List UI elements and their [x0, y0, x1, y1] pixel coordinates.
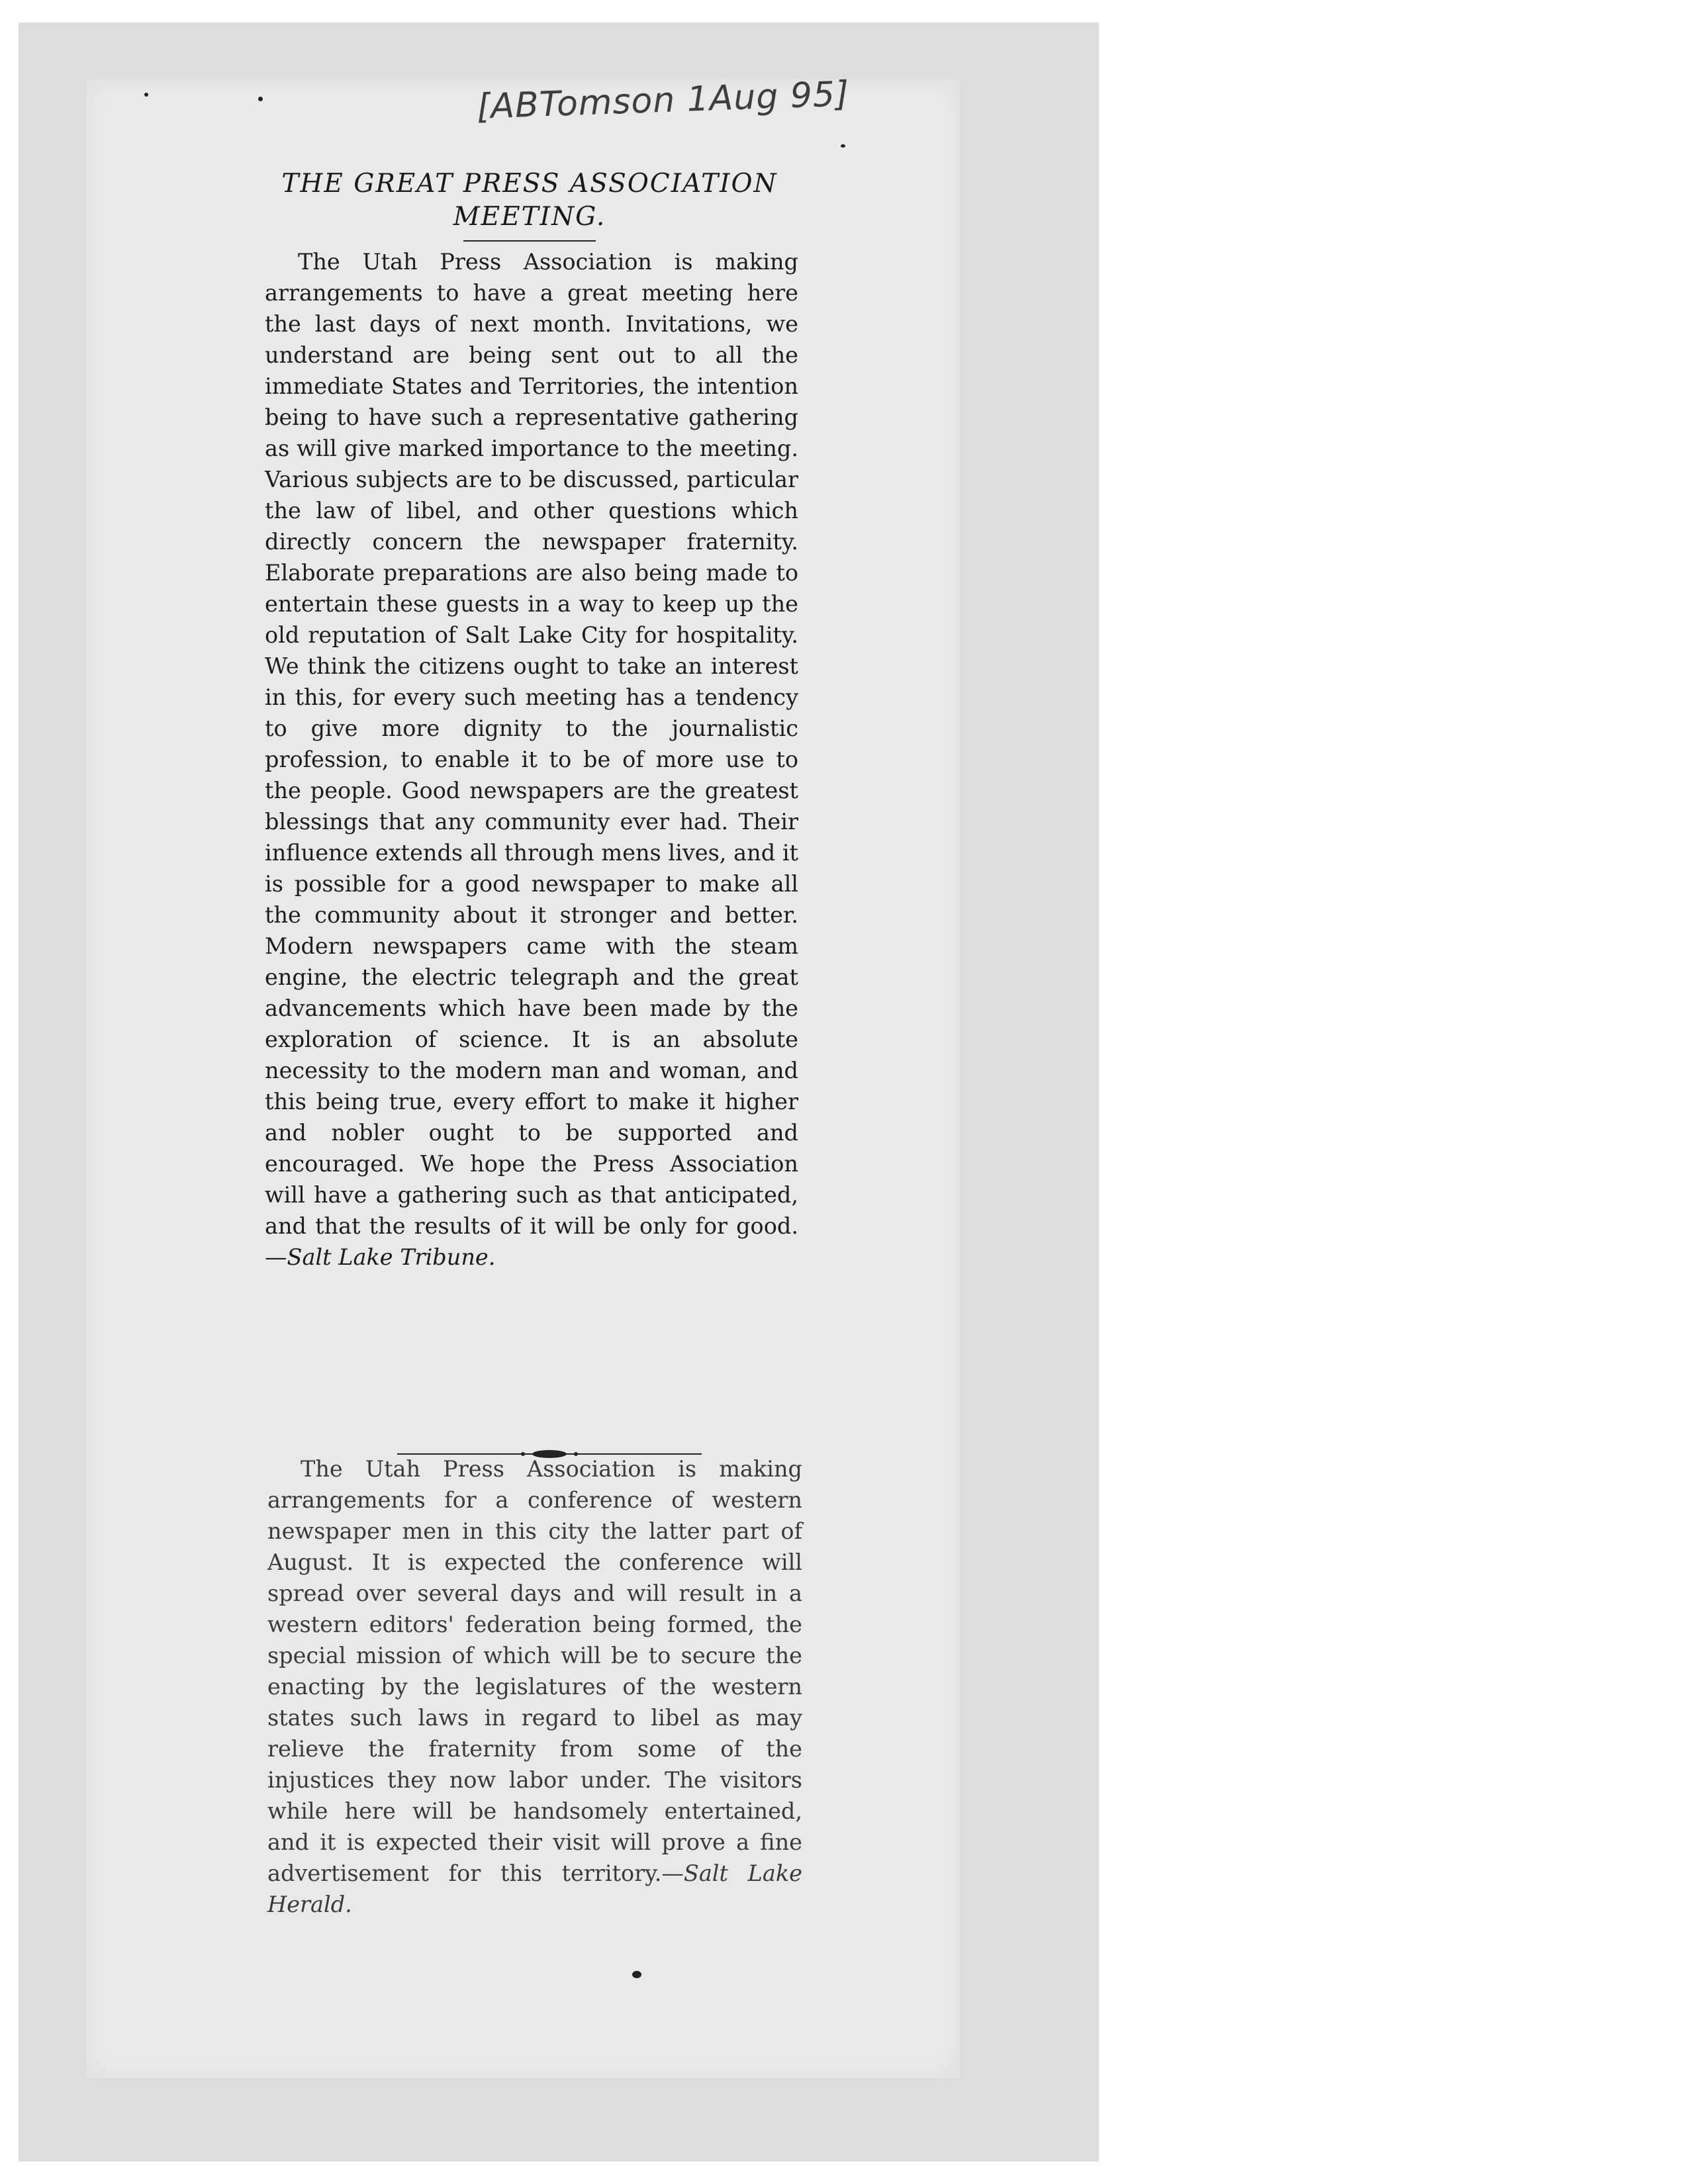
headline-rule: [463, 240, 596, 242]
article-herald-text: The Utah Press Association is making arrangements for a conference of western newspaper men in this city the latter part of August. It is expected the conference will spread over several days and will result in a western editors' federation being formed, the special mission of which will be to secure the enacting by the legislatures of the western states such laws in regard to libel as may relieve the fraternity from some of the injustices they now labor under. The visitors while here will be handsomely entertained, and it is expected their visit will prove a fine advertisement for this territory.—: [267, 1456, 802, 1886]
article-tribune: [265, 246, 798, 1273]
article-herald: [267, 1453, 802, 1920]
article-herald-source: Salt Lake Herald.: [267, 1860, 802, 1917]
article-tribune-source: Salt Lake Tribune.: [287, 1244, 496, 1270]
dust-speck: [144, 93, 148, 97]
dust-speck: [258, 97, 263, 101]
handwritten-annotation: [ABTomson 1Aug 95]: [476, 74, 851, 127]
dust-speck: [632, 1971, 641, 1978]
headline-line-1: THE GREAT PRESS ASSOCIATION: [281, 169, 778, 199]
headline-line-2: MEETING.: [453, 202, 606, 232]
dust-speck: [841, 144, 845, 148]
article-tribune-text: The Utah Press Association is making arrangements to have a great meeting here the last days of next month. Invitations, we understand are being sent out to all the immediate States and Territories, the intention being to have such a representative gathering as will give marked importance to the meeting. Various subjects are to be discussed, particular the law of libel, and other questions which directly concern the newspaper fraternity. Elaborate preparations are also being made to entertain these guests in a way to keep up the old reputation of Salt Lake City for hospitality. We think the citizens ought to take an interest in this, for every such meeting has a tendency to give more dignity to the journalistic profession, to enable it to be of more use to the people. Good newspapers are the greatest blessings that any community ever had. Their influence extends all through mens lives, and it is possible for a good newspaper to make all the community about it stronger and better. Modern newspapers came with the steam engine, the electric telegraph and the great advancements which have been made by the exploration of science. It is an absolute necessity to the modern man and woman, and this being true, every effort to make it higher and nobler ought to be supported and encouraged. We hope the Press Association will have a gathering such as that anticipated, and that the results of it will be only for good.—: [265, 249, 798, 1270]
